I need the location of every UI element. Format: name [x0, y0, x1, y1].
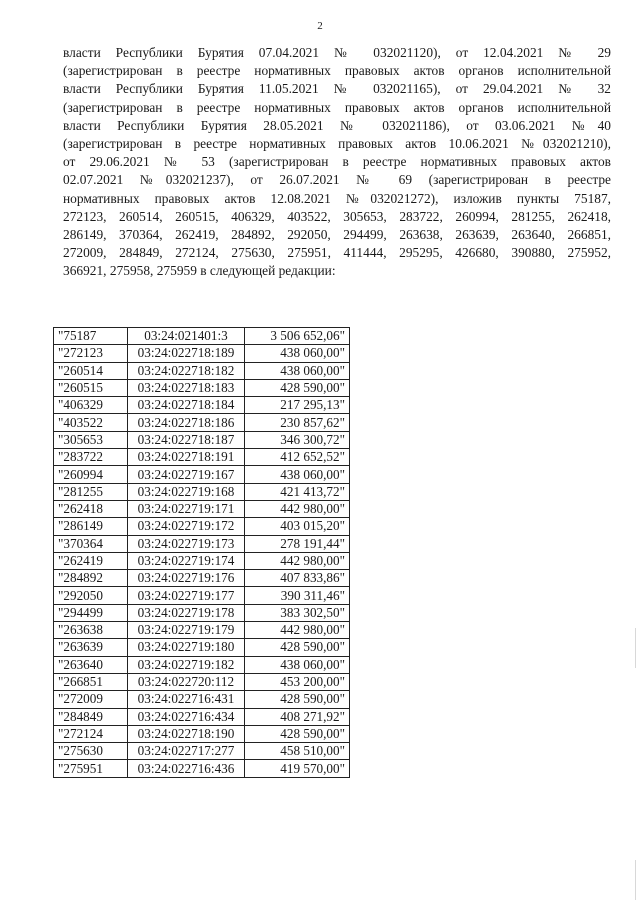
cadastral-number-cell: 03:24:022718:183 [128, 379, 245, 396]
table-row [54, 639, 350, 656]
item-number-cell: "263638 [54, 622, 128, 639]
cadastral-value-cell: 407 833,86" [245, 570, 350, 587]
cadastral-number-cell: 03:24:022719:172 [128, 518, 245, 535]
item-number-cell: "283722 [54, 449, 128, 466]
cadastral-value-cell: 390 311,46" [245, 587, 350, 604]
page-number: 2 [317, 20, 323, 32]
cadastral-number-cell: 03:24:021401:3 [128, 328, 245, 345]
cadastral-number-cell: 03:24:022719:174 [128, 552, 245, 569]
cadastral-number-cell: 03:24:022719:179 [128, 622, 245, 639]
cadastral-value-cell: 442 980,00" [245, 552, 350, 569]
cadastral-value-cell: 403 015,20" [245, 518, 350, 535]
item-number-cell: "260515 [54, 379, 128, 396]
cadastral-value-cell: 383 302,50" [245, 604, 350, 621]
table-row [54, 449, 350, 466]
cadastral-number-cell: 03:24:022716:431 [128, 691, 245, 708]
cadastral-value-cell: 346 300,72" [245, 431, 350, 448]
table-row [54, 466, 350, 483]
cadastral-value-cell: 438 060,00" [245, 362, 350, 379]
cadastral-number-cell: 03:24:022718:182 [128, 362, 245, 379]
table-row [54, 622, 350, 639]
table-row [54, 673, 350, 690]
paragraph-line: 286149, 370364, 262419, 284892, 292050, 294499, 263638, 263639, 263640, 266851, [63, 227, 611, 243]
table-row [54, 587, 350, 604]
body-paragraph [63, 44, 611, 281]
item-number-cell: "262419 [54, 552, 128, 569]
cadastral-value-cell: 419 570,00" [245, 760, 350, 777]
paragraph-line: от 29.06.2021 № 53 (зарегистрирован в реестре нормативных правовых актов [63, 154, 611, 170]
paragraph-line: нормативных правовых актов 12.08.2021 №032021272), изложив пункты 75187, [63, 190, 611, 206]
cadastral-number-cell: 03:24:022720:112 [128, 673, 245, 690]
cadastral-number-cell: 03:24:022719:177 [128, 587, 245, 604]
item-number-cell: "260994 [54, 466, 128, 483]
table-body [54, 328, 350, 778]
paragraph-line: (зарегистрирован в реестре нормативных правовых актов 10.06.2021 №032021210), [63, 136, 611, 152]
item-number-cell: "260514 [54, 362, 128, 379]
item-number-cell: "292050 [54, 587, 128, 604]
cadastral-value-cell: 453 200,00" [245, 673, 350, 690]
cadastral-value-cell: 412 652,52" [245, 449, 350, 466]
cadastral-number-cell: 03:24:022719:180 [128, 639, 245, 656]
cadastral-value-cell: 428 590,00" [245, 379, 350, 396]
cadastral-number-cell: 03:24:022719:176 [128, 570, 245, 587]
item-number-cell: "286149 [54, 518, 128, 535]
cadastral-number-cell: 03:24:022719:182 [128, 656, 245, 673]
table-row [54, 431, 350, 448]
cadastral-number-cell: 03:24:022719:173 [128, 535, 245, 552]
item-number-cell: "284849 [54, 708, 128, 725]
cadastral-value-cell: 230 857,62" [245, 414, 350, 431]
cadastral-value-cell: 438 060,00" [245, 656, 350, 673]
item-number-cell: "370364 [54, 535, 128, 552]
item-number-cell: "263639 [54, 639, 128, 656]
item-number-cell: "406329 [54, 397, 128, 414]
table-row [54, 656, 350, 673]
paragraph-line: власти Республики Бурятия 11.05.2021 № 032021165), от 29.04.2021 № 32 [63, 81, 611, 97]
paragraph-line: 366921, 275958, 275959 в следующей редакции: [63, 263, 336, 279]
paragraph-line: 272123, 260514, 260515, 406329, 403522, 305653, 283722, 260994, 281255, 262418, [63, 208, 611, 224]
table-row [54, 570, 350, 587]
table-row [54, 743, 350, 760]
cadastral-value-cell: 217 295,13" [245, 397, 350, 414]
item-number-cell: "284892 [54, 570, 128, 587]
paragraph-line: власти Республики Бурятия 07.04.2021 № 032021120), от 12.04.2021 № 29 [63, 45, 611, 60]
cadastral-value-cell: 442 980,00" [245, 622, 350, 639]
paragraph-line: (зарегистрирован в реестре нормативных правовых актов органов исполнительной [63, 63, 611, 79]
cadastral-value-table [53, 327, 350, 778]
scan-margin-mark [635, 860, 636, 900]
item-number-cell: "263640 [54, 656, 128, 673]
paragraph-line: 02.07.2021 №032021237), от 26.07.2021 № 69 (зарегистрирован в реестре [63, 172, 611, 188]
item-number-cell: "294499 [54, 604, 128, 621]
table-row [54, 725, 350, 742]
cadastral-value-cell: 442 980,00" [245, 500, 350, 517]
item-number-cell: "275951 [54, 760, 128, 777]
item-number-cell: "262418 [54, 500, 128, 517]
table-row [54, 535, 350, 552]
item-number-cell: "305653 [54, 431, 128, 448]
cadastral-value-cell: 278 191,44" [245, 535, 350, 552]
item-number-cell: "403522 [54, 414, 128, 431]
cadastral-number-cell: 03:24:022719:178 [128, 604, 245, 621]
cadastral-value-cell: 428 590,00" [245, 639, 350, 656]
item-number-cell: "272009 [54, 691, 128, 708]
cadastral-number-cell: 03:24:022719:168 [128, 483, 245, 500]
paragraph-line: власти Республики Бурятия 28.05.2021 № 032021186), от 03.06.2021 №40 [63, 117, 611, 133]
table-row [54, 552, 350, 569]
cadastral-value-cell: 438 060,00" [245, 466, 350, 483]
cadastral-value-cell: 438 060,00" [245, 345, 350, 362]
cadastral-number-cell: 03:24:022718:189 [128, 345, 245, 362]
cadastral-number-cell: 03:24:022716:434 [128, 708, 245, 725]
table-row [54, 414, 350, 431]
cadastral-value-cell: 421 413,72" [245, 483, 350, 500]
cadastral-number-cell: 03:24:022716:436 [128, 760, 245, 777]
table-row [54, 500, 350, 517]
item-number-cell: "272124 [54, 725, 128, 742]
item-number-cell: "75187 [54, 328, 128, 345]
cadastral-number-cell: 03:24:022719:167 [128, 466, 245, 483]
table-row [54, 397, 350, 414]
cadastral-number-cell: 03:24:022718:190 [128, 725, 245, 742]
table-row [54, 760, 350, 777]
table-row [54, 483, 350, 500]
item-number-cell: "275630 [54, 743, 128, 760]
cadastral-value-cell: 408 271,92" [245, 708, 350, 725]
item-number-cell: "281255 [54, 483, 128, 500]
cadastral-value-cell: 428 590,00" [245, 725, 350, 742]
cadastral-value-cell: 458 510,00" [245, 743, 350, 760]
table-row [54, 379, 350, 396]
table-row [54, 362, 350, 379]
table-row [54, 691, 350, 708]
paragraph-line: 272009, 284849, 272124, 275630, 275951, 411444, 295295, 426680, 390880, 275952, [63, 245, 611, 261]
cadastral-number-cell: 03:24:022718:191 [128, 449, 245, 466]
paragraph-line: (зарегистрирован в реестре нормативных правовых актов органов исполнительной [63, 99, 611, 115]
cadastral-value-cell: 428 590,00" [245, 691, 350, 708]
table-row [54, 328, 350, 345]
cadastral-number-cell: 03:24:022719:171 [128, 500, 245, 517]
table-row [54, 708, 350, 725]
cadastral-value-cell: 3 506 652,06" [245, 328, 350, 345]
cadastral-number-cell: 03:24:022718:186 [128, 414, 245, 431]
item-number-cell: "272123 [54, 345, 128, 362]
table-row [54, 604, 350, 621]
scan-margin-mark [635, 628, 636, 668]
table-row [54, 345, 350, 362]
cadastral-number-cell: 03:24:022718:184 [128, 397, 245, 414]
cadastral-number-cell: 03:24:022717:277 [128, 743, 245, 760]
item-number-cell: "266851 [54, 673, 128, 690]
table-row [54, 518, 350, 535]
cadastral-number-cell: 03:24:022718:187 [128, 431, 245, 448]
